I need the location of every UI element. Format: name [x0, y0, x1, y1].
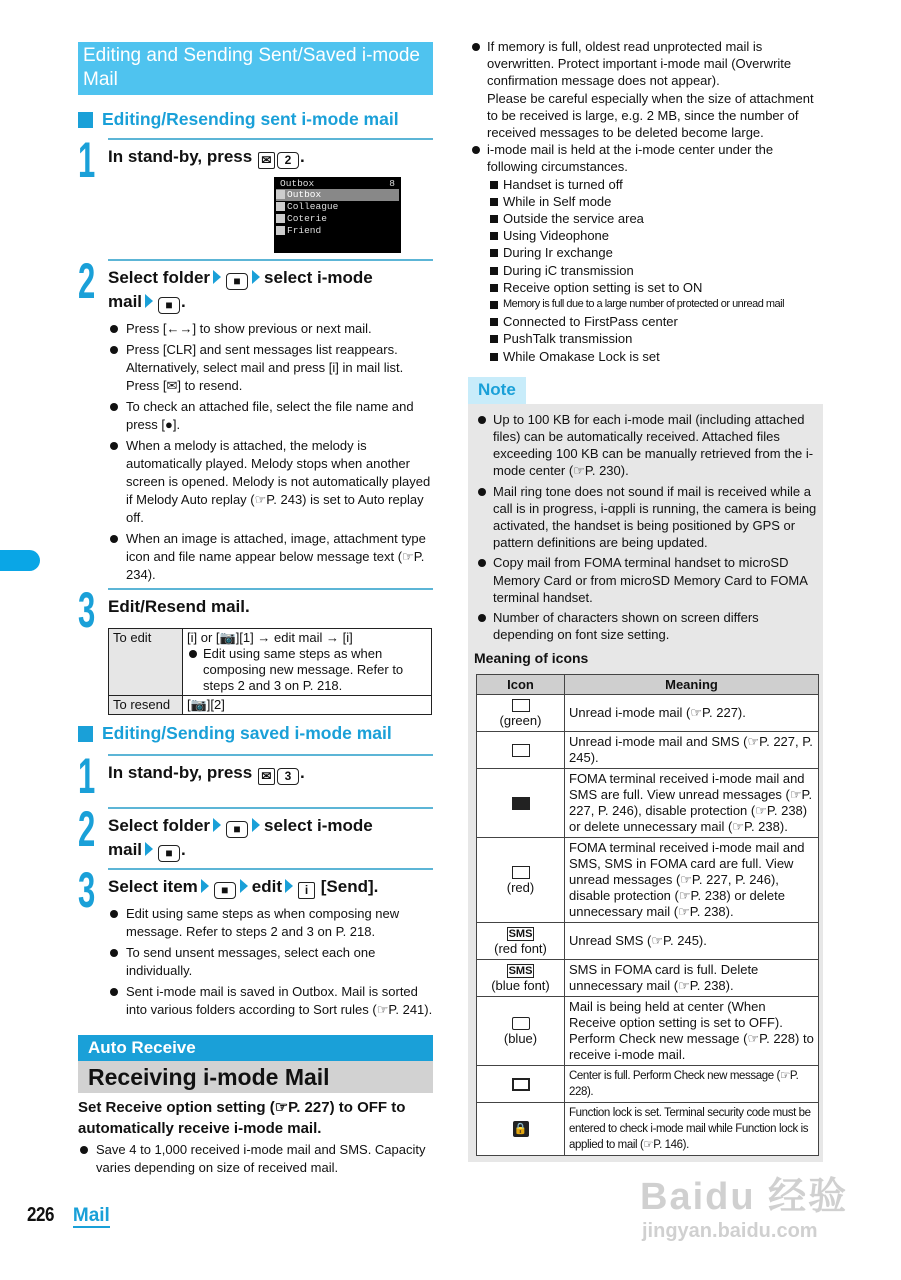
- list-item: Up to 100 KB for each i-mode mail (including attached files) can be automatically received. Attached files exceeding 100 KB can be manually retrieved from the i-mode center (☞P. 230).: [474, 411, 817, 480]
- page-footer: [27, 1204, 110, 1228]
- phone-screen-outbox: Outbox 8 Outbox Colleague Coterie Friend: [274, 177, 401, 253]
- icons-table: [476, 674, 819, 1156]
- right-column: [468, 38, 824, 1162]
- folder-row-colleague[interactable]: Colleague: [276, 201, 399, 213]
- arrow-right-icon: [213, 818, 221, 832]
- table-row: (blue) Mail is being held at center (When Receive option setting is set to OFF). Perform Check new message (☞P. 228) to receive i-mode mail.: [477, 996, 819, 1065]
- list-item: Connected to FirstPass center: [486, 313, 824, 330]
- step-3-saved: 3 Select item ■ edit i [Send]. Edit using same steps as when composing new message. Refer to steps 2 and 3 on P. 218. To send unsent messages, select each one individually. Sent i-mode mail is saved in Outbox. Mail is sorted into various folders according to Sort rules (☞P. 241).: [78, 862, 433, 1017]
- list-item: i-mode mail is held at the i-mode center under the following circumstances.: [468, 141, 824, 175]
- list-item: Mail ring tone does not sound if mail is received while a call is in progress, i-αppli is running, the camera is being activated, the handset is being positioned by GPS or pattern definitions are being updated.: [474, 483, 817, 552]
- receiving-heading: Receiving i-mode Mail: [78, 1061, 433, 1093]
- divider: [108, 588, 433, 590]
- receive-lead: Set Receive option setting (☞P. 227) to OFF to automatically receive i-mode mail.: [78, 1099, 406, 1137]
- list-item: Copy mail from FOMA terminal handset to microSD Memory Card or from microSD Memory Card to FOMA terminal handset.: [474, 554, 817, 606]
- folder-row-outbox[interactable]: Outbox: [276, 189, 399, 201]
- mail-sms-icon: [512, 744, 530, 757]
- list-item: Edit using same steps as when composing new message. Refer to steps 2 and 3 on P. 218.: [108, 905, 433, 941]
- center-full-icon: [512, 1078, 530, 1091]
- arrow-right-icon: [201, 879, 209, 893]
- list-item: Save 4 to 1,000 received i-mode mail and SMS. Capacity varies depending on size of received mail.: [78, 1141, 433, 1177]
- list-item: When a melody is attached, the melody is automatically played. Melody stops when another screen is opened. Melody is not automatically played if Melody Auto replay (☞P. 243) is set to Auto replay off.: [108, 437, 433, 527]
- list-item: When an image is attached, image, attachment type icon and file name appear below message text (☞P. 234).: [108, 530, 433, 584]
- list-item: Press [←→] to show previous or next mail.: [108, 320, 433, 338]
- divider: [108, 259, 433, 261]
- arrow-right-icon: [240, 879, 248, 893]
- list-item: Number of characters shown on screen differs depending on font size setting.: [474, 609, 817, 643]
- list-item: During iC transmission: [486, 262, 824, 279]
- memory-notes: [468, 38, 824, 176]
- list-item: While in Self mode: [486, 193, 824, 210]
- function-lock-icon: 🔒: [513, 1123, 528, 1135]
- note-box: [468, 404, 823, 1162]
- bullet-icon: [189, 650, 197, 658]
- envelope-outline-icon: [512, 699, 530, 712]
- main-heading: Editing and Sending Sent/Saved i-mode Mail: [78, 42, 433, 95]
- i-mode-key-icon: i: [298, 882, 315, 899]
- table-row: To resend [📷][2]: [109, 696, 432, 715]
- center-key-icon: ■: [214, 882, 236, 899]
- arrow-right-icon: [252, 818, 260, 832]
- left-column: [78, 42, 433, 1180]
- divider: [108, 807, 433, 809]
- table-row: 🔒 Function lock is set. Terminal security code must be entered to check i-mode mail while Function lock is applied to mail (☞P. 146).: [477, 1102, 819, 1155]
- list-item: Handset is turned off: [486, 176, 824, 193]
- list-item: Press [CLR] and sent messages list reappears. Alternatively, select mail and press [i] in mail list. Press [✉] to resend.: [108, 341, 433, 395]
- list-item: Using Videophone: [486, 227, 824, 244]
- sms-icon: SMS: [508, 964, 533, 977]
- section-link-mail[interactable]: Mail: [72, 1205, 110, 1226]
- arrow-right-icon: [145, 294, 153, 308]
- center-key-icon: ■: [158, 845, 180, 862]
- step-3-notes: [108, 905, 433, 1019]
- mail-key-icon: ✉: [258, 768, 275, 785]
- chapter-tab-marker: [0, 550, 40, 571]
- step-1-sent: 1 In stand-by, press ✉ 2 .: [78, 138, 433, 169]
- page-number: 226: [27, 1204, 55, 1226]
- key-3: 3: [277, 768, 299, 785]
- step-1-saved: 1 In stand-by, press ✉ 3 .: [78, 754, 433, 785]
- step-2-sent: 2 Select folder ■ select i-mode mail ■ . Press [←→] to show previous or next mail. Press [CLR] and sent messages list reappears. Alternatively, select mail and press [i] in mail list. Press [✉] to resend. To check an attached file, select the file name and press [●]. When a melody is attached, the melody is automatically played. Melody stops when another screen is opened. Melody is not automatically played if Melody Auto replay (☞P. 243) is set to Auto replay off. When an image is attached, image, attachment type icon and file name appear below message text (☞P. 234).: [78, 259, 433, 584]
- folder-icon: [276, 202, 285, 211]
- arrow-right-icon: [145, 842, 153, 856]
- list-item: If memory is full, oldest read unprotected mail is overwritten. Protect important i-mode mail (Overwrite confirmation message does not appear). Please be careful especially when the size of attachment to be received is large, e.g. 2 MB, since the number of received messages to be deleted become large.: [468, 38, 824, 141]
- list-item: Memory is full due to a large number of protected or unread mail: [486, 296, 824, 313]
- icons-heading: Meaning of icons: [474, 649, 589, 666]
- note-tab: Note: [468, 377, 526, 404]
- table-row: (green) Unread i-mode mail (☞P. 227).: [477, 694, 819, 731]
- list-item: During Ir exchange: [486, 244, 824, 261]
- table-row: Unread i-mode mail and SMS (☞P. 227, P. 245).: [477, 731, 819, 768]
- table-row: To edit [i] or [📷][1] → edit mail → [i] Edit using same steps as when composing new message. Refer to steps 2 and 3 on P. 218.: [109, 629, 432, 696]
- section-square-icon: [78, 726, 93, 742]
- arrow-right-icon: [285, 879, 293, 893]
- divider: [108, 754, 433, 756]
- sms-icon: SMS: [508, 927, 533, 940]
- section-heading-saved: Editing/Sending saved i-mode mail: [78, 723, 433, 744]
- center-key-icon: ■: [226, 821, 248, 838]
- center-mail-icon: [512, 1017, 530, 1030]
- auto-receive-tag: Auto Receive: [78, 1035, 433, 1061]
- mail-key-icon: ✉: [258, 152, 275, 169]
- folder-icon: [276, 190, 285, 199]
- receive-notes: [78, 1141, 433, 1177]
- table-row: FOMA terminal received i-mode mail and SMS are full. View unread messages (☞P. 227, P. 246), disable protection (☞P. 238) or delete unnecessary mail (☞P. 238).: [477, 768, 819, 837]
- step-2-saved: 2 Select folder ■ select i-mode mail ■ .: [78, 807, 433, 862]
- folder-icon: [276, 226, 285, 235]
- list-item: To check an attached file, select the file name and press [●].: [108, 398, 433, 434]
- table-row: SMS (red font) Unread SMS (☞P. 245).: [477, 922, 819, 959]
- folder-row-friend[interactable]: Friend: [276, 225, 399, 237]
- folder-row-coterie[interactable]: Coterie: [276, 213, 399, 225]
- arrow-right-icon: [213, 270, 221, 284]
- list-item: Receive option setting is set to ON: [486, 279, 824, 296]
- folder-icon: [276, 214, 285, 223]
- list-item: PushTalk transmission: [486, 330, 824, 347]
- note-list: [474, 411, 817, 644]
- center-key-icon: ■: [226, 273, 248, 290]
- table-row: Center is full. Perform Check new message (☞P. 228).: [477, 1065, 819, 1102]
- table-row: (red) FOMA terminal received i-mode mail and SMS, SMS in FOMA card are full. View unread messages (☞P. 227, P. 246), disable protection (☞P. 238) or delete unnecessary mail (☞P. 238).: [477, 837, 819, 922]
- divider: [108, 868, 433, 870]
- step-3-sent: 3 Edit/Resend mail.: [78, 588, 433, 618]
- watermark: Baidu 经验 jingyan.baidu.com: [640, 1176, 849, 1242]
- table-row: SMS (blue font) SMS in FOMA card is full. Delete unnecessary mail (☞P. 238).: [477, 959, 819, 996]
- divider: [108, 138, 433, 140]
- step-2-notes: [108, 320, 433, 584]
- section-heading-sent: Editing/Resending sent i-mode mail: [78, 109, 433, 130]
- list-item: Sent i-mode mail is saved in Outbox. Mail is sorted into various folders according to Sort rules (☞P. 241).: [108, 983, 433, 1019]
- center-key-icon: ■: [158, 297, 180, 314]
- list-item: To send unsent messages, select each one individually.: [108, 944, 433, 980]
- envelope-filled-icon: [512, 797, 530, 810]
- arrow-right-icon: [252, 270, 260, 284]
- section-square-icon: [78, 112, 93, 128]
- key-2: 2: [277, 152, 299, 169]
- list-item: Outside the service area: [486, 210, 824, 227]
- circumstances-list: [486, 176, 824, 365]
- list-item: While Omakase Lock is set: [486, 348, 824, 365]
- edit-resend-table: [108, 628, 432, 715]
- table-header: Icon Meaning: [477, 674, 819, 694]
- envelope-outline-icon: [512, 866, 530, 879]
